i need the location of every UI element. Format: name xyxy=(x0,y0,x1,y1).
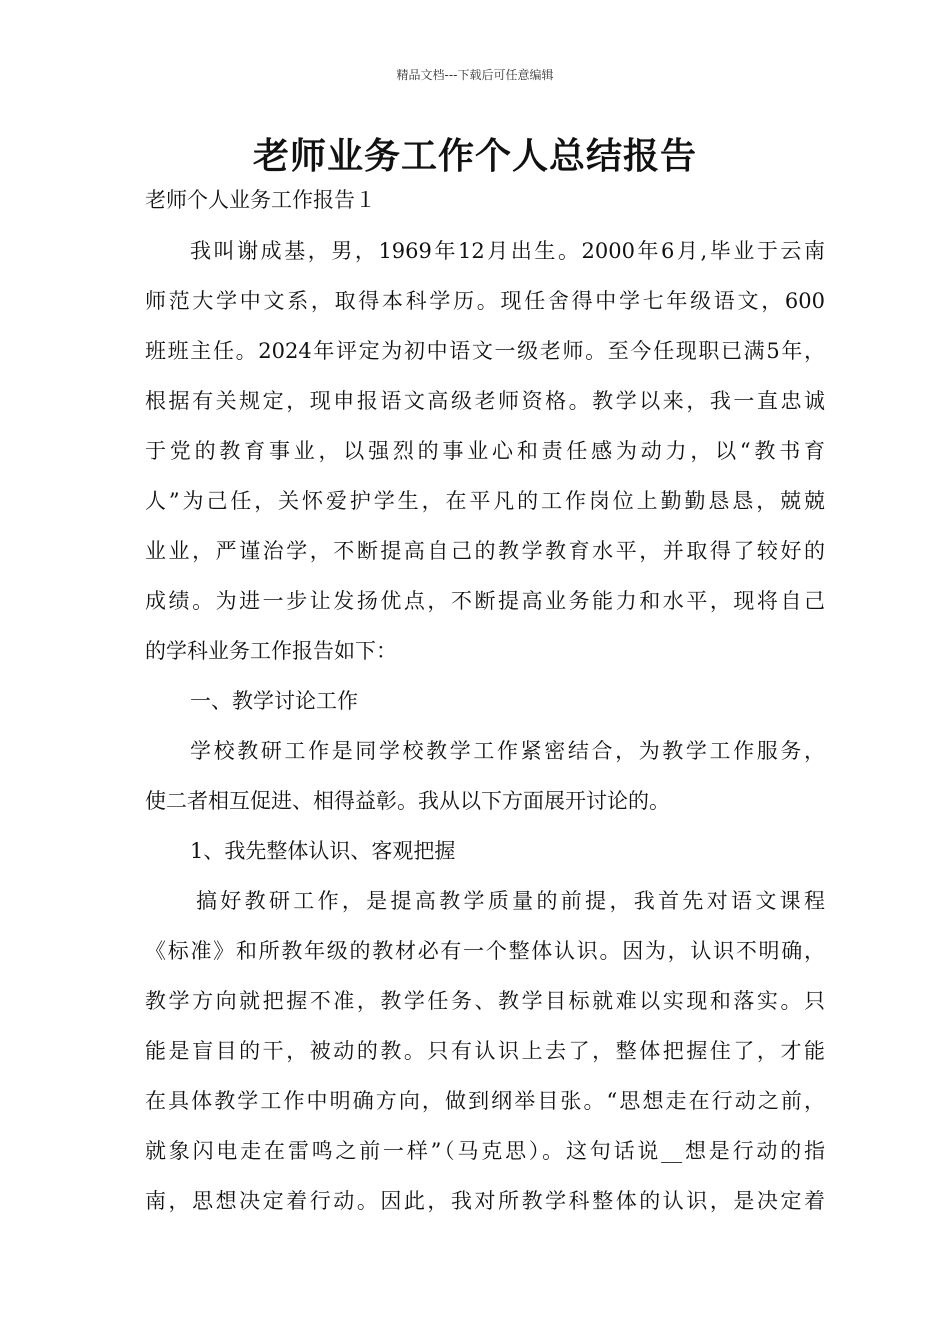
paragraph-line: 于党的教育事业，以强烈的事业心和责任感为动力，以“教书育 xyxy=(145,439,825,463)
paragraph-line: 教学方向就把握不准，教学任务、教学目标就难以实现和落实。只 xyxy=(145,989,825,1013)
paragraph-line: 《标准》和所教年级的教材必有一个整体认识。因为，认识不明确， xyxy=(145,939,825,963)
paragraph-line: 使二者相互促进、相得益彰。我从以下方面展开讨论的。 xyxy=(145,789,670,813)
paragraph-line: 搞好教研工作，是提高教学质量的前提，我首先对语文课程 xyxy=(196,889,825,913)
paragraph-line: 师范大学中文系，取得本科学历。现任舍得中学七年级语文，600 xyxy=(145,289,825,313)
document-subtitle: 老师个人业务工作报告１ xyxy=(145,188,376,212)
paragraph-line: 学校教研工作是同学校教学工作紧密结合，为教学工作服务， xyxy=(190,739,825,763)
paragraph-line: 在具体教学工作中明确方向，做到纲举目张。“思想走在行动之前， xyxy=(145,1089,825,1113)
paragraph-line: 南，思想决定着行动。因此，我对所教学科整体的认识，是决定着 xyxy=(145,1189,825,1213)
paragraph-line: 就象闪电走在雷鸣之前一样”（马克思）。这句话说__想是行动的指 xyxy=(145,1139,825,1163)
paragraph-line: 班班主任。2024年评定为初中语文一级老师。至今任现职已满5年， xyxy=(145,339,825,363)
paragraph-line: 根据有关规定，现申报语文高级老师资格。教学以来，我一直忠诚 xyxy=(145,389,825,413)
section-heading: 一、教学讨论工作 xyxy=(190,689,358,713)
paragraph-line: 我叫谢成基，男，1969年12月出生。2000年6月,毕业于云南 xyxy=(190,239,825,263)
document-title: 老师业务工作个人总结报告 xyxy=(252,136,697,177)
paragraph-line: 的学科业务工作报告如下： xyxy=(145,639,397,663)
subsection-heading: 1、我先整体认识、客观把握 xyxy=(190,839,456,863)
paragraph-line: 能是盲目的干，被动的教。只有认识上去了，整体把握住了，才能 xyxy=(145,1039,825,1063)
paragraph-line: 成绩。为进一步让发扬优点，不断提高业务能力和水平，现将自己 xyxy=(145,589,825,613)
paragraph-line: 人”为己任，关怀爱护学生，在平凡的工作岗位上勤勤恳恳，兢兢 xyxy=(145,489,825,513)
page-header-watermark: 精品文档---下载后可任意编辑 xyxy=(396,68,554,82)
paragraph-line: 业业，严谨治学，不断提高自己的教学教育水平，并取得了较好的 xyxy=(145,539,825,563)
